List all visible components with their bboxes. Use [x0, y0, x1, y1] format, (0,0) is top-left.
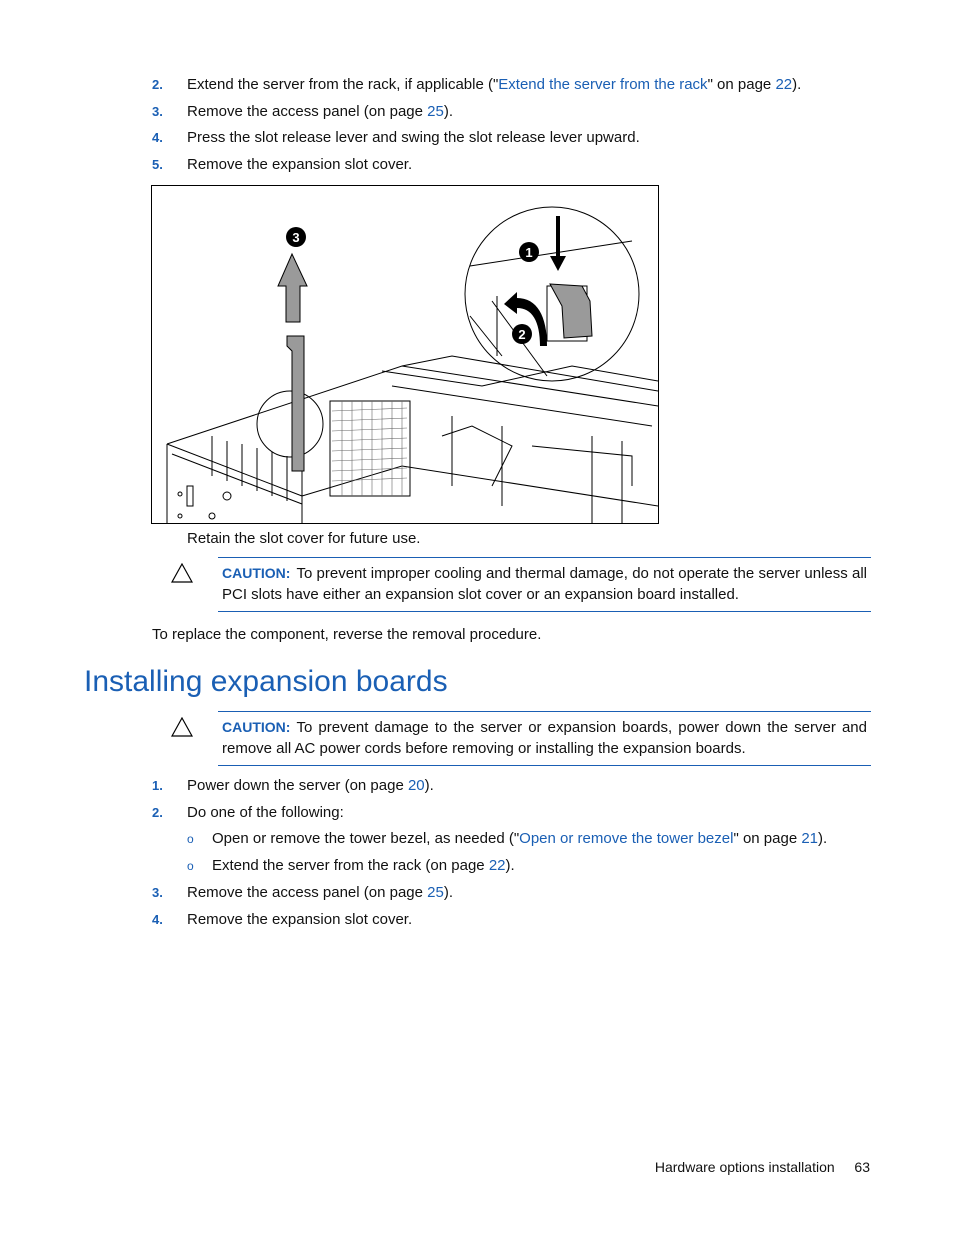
caution-triangle-icon: [171, 717, 193, 737]
step-2-extend: 2. Extend the server from the rack, if applicable ("Extend the server from the rack" on page 22).: [152, 76, 802, 93]
callout-3: [286, 227, 306, 247]
server-illustration: [152, 186, 658, 523]
replace-note: To replace the component, reverse the removal procedure.: [152, 626, 542, 643]
substep-extend-rack: o Extend the server from the rack (on page 22).: [187, 857, 515, 874]
up-arrow-icon: [278, 254, 307, 322]
svg-text:2: 2: [518, 327, 526, 342]
page-link-22[interactable]: 22: [775, 76, 793, 93]
page-link-21[interactable]: 21: [801, 830, 819, 847]
step-3-access-panel: 3. Remove the access panel (on page 25).: [152, 884, 454, 901]
caution-text: To prevent damage to the server or expansion boards, power down the server and remove all AC power cords before removing or installing the expansion boards.: [222, 719, 867, 757]
caution-box-power: [218, 711, 871, 766]
svg-text:1: 1: [525, 245, 533, 260]
page-link-22[interactable]: 22: [488, 857, 506, 874]
page-link-25[interactable]: 25: [427, 884, 444, 901]
caution-label: CAUTION:: [222, 565, 291, 581]
caution-text: To prevent improper cooling and thermal damage, do not operate the server unless all PCI slots have either an expansion slot cover or an expansion board installed.: [222, 565, 867, 603]
link-tower-bezel[interactable]: Open or remove the tower bezel: [519, 830, 734, 847]
callout-1: [519, 242, 539, 262]
footer-section: Hardware options installation: [654, 1159, 835, 1175]
step-1-power-down: 1. Power down the server (on page 20).: [152, 777, 434, 794]
step-4-release-lever: 4. Press the slot release lever and swing the slot release lever upward.: [152, 129, 640, 146]
page-link-20[interactable]: 20: [407, 777, 425, 794]
section-title: Installing expansion boards: [84, 665, 448, 698]
link-extend-server[interactable]: Extend the server from the rack: [498, 76, 708, 93]
down-arrow-icon: [550, 216, 566, 271]
caution-box-cooling: [218, 557, 871, 612]
page-link-25[interactable]: 25: [427, 103, 444, 120]
page-number: 63: [854, 1159, 870, 1175]
slot-release-lever-shape: [550, 284, 592, 338]
callout-2: [512, 324, 532, 344]
svg-text:3: 3: [292, 230, 300, 245]
retain-note: Retain the slot cover for future use.: [187, 530, 421, 547]
caution-triangle-icon: [171, 563, 193, 583]
page-footer: [655, 1159, 870, 1175]
step-4-remove-cover: 4. Remove the expansion slot cover.: [152, 911, 413, 928]
step-5-remove-cover: 5. Remove the expansion slot cover.: [152, 156, 413, 173]
slot-cover-removal-figure: [151, 185, 659, 524]
substep-tower-bezel: o Open or remove the tower bezel, as needed ("Open or remove the tower bezel" on page 21).: [187, 830, 828, 847]
step-3-access-panel: 3. Remove the access panel (on page 25).: [152, 103, 454, 120]
caution-label: CAUTION:: [222, 719, 291, 735]
step-2-do-one: 2. Do one of the following:: [152, 804, 344, 821]
